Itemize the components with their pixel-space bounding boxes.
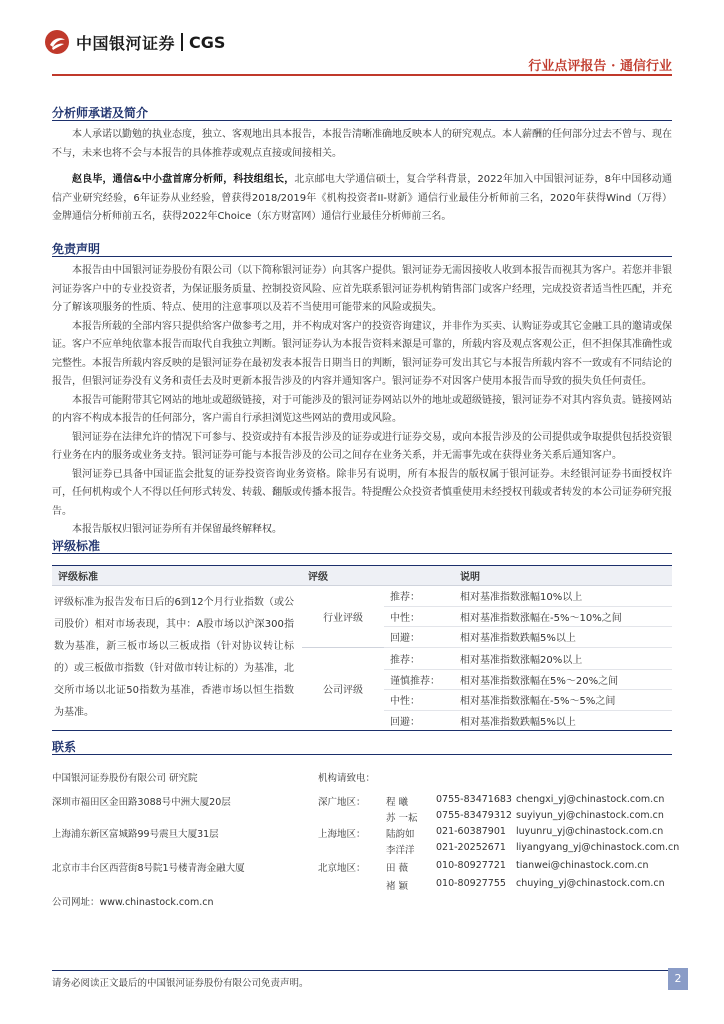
rating-description: 评级标准为报告发布日后的6到12个月行业指数（或公司股价）相对市场表现，其中：A股市场以沪深300指数为基准，新三板市场以三板成指（针对协议转让标的）或三板做市指数（针对做市转让标的）为基准，北交所市场以北证50指数为基准，香港市场以恒生指数为基准。 xyxy=(52,586,302,731)
contact-person-email[interactable]: luyunru_yj@chinastock.com.cn xyxy=(516,826,664,837)
rating-table xyxy=(52,565,672,731)
logo-icon xyxy=(44,29,70,55)
analyst-bio-text: 北京邮电大学通信硕士，复合学科背景，2022年加入中国银河证券，8年中国移动通信产业研究经验，6年证券从业经验，曾获得2018/2019年《机构投资者II-财新》通信行业最佳分析师前三名，2020年获得Wind（万得）金牌通信分析师前五名，获得2022年Choice（东方财富网）通信行业最佳分析师前三名。 xyxy=(52,174,672,222)
contact-person-email[interactable]: suyiyun_yj@chinastock.com.cn xyxy=(516,810,664,821)
contact-company: 中国银河证券股份有限公司 研究院 xyxy=(52,773,198,784)
contact-sales-title: 机构请致电： xyxy=(318,773,376,784)
contact-person-email[interactable]: liyangyang_yj@chinastock.com.cn xyxy=(516,842,680,853)
rating-value: 谨慎推荐： xyxy=(384,669,454,690)
logo-text-cn: 中国银河证券 xyxy=(76,33,176,53)
th-spacer xyxy=(384,566,454,586)
header-divider xyxy=(52,74,672,76)
analyst-bio xyxy=(52,171,672,227)
contact-person-email[interactable]: tianwei@chinastock.com.cn xyxy=(516,860,649,871)
section-title-analyst: 分析师承诺及简介 xyxy=(52,106,149,120)
section-rule xyxy=(52,553,672,554)
report-type: 行业点评报告 · 通信行业 xyxy=(528,59,672,74)
rating-note: 相对基准指数涨幅在-5%～10%之间 xyxy=(454,606,672,627)
table-row xyxy=(52,586,672,607)
th-rating: 评级 xyxy=(302,566,384,586)
contact-address-bj: 北京市丰台区西营街8号院1号楼青海金融大厦 xyxy=(52,863,245,874)
rating-value: 回避： xyxy=(384,710,454,731)
disclaimer-p3: 本报告可能附带其它网站的地址或超级链接，对于可能涉及的银河证券网站以外的地址或超级链接，银河证券不对其内容负责。链接网站的内容不构成本报告的任何部分，客户需自行承担浏览这些网站的费用或风险。 xyxy=(52,394,672,424)
contact-person-phone: 0755-83471683 xyxy=(436,794,512,805)
section-title-rating: 评级标准 xyxy=(52,539,101,553)
footer-divider xyxy=(52,970,672,971)
page-number: 2 xyxy=(668,968,688,990)
rating-note: 相对基准指数涨幅在5%～20%之间 xyxy=(454,669,672,690)
contact-person-name: 田 薇 xyxy=(386,863,409,874)
th-standard: 评级标准 xyxy=(52,566,302,586)
section-title-disclaimer: 免责声明 xyxy=(52,242,101,256)
contact-person-name: 苏 一耘 xyxy=(386,813,418,824)
contact-person-phone: 0755-83479312 xyxy=(436,810,512,821)
company-rating-label: 公司评级 xyxy=(302,647,384,731)
section-title-contact: 联系 xyxy=(52,740,77,754)
contact-person-name: 李洋洋 xyxy=(386,845,415,856)
rating-table-header xyxy=(52,566,672,586)
analyst-commitment: 本人承诺以勤勉的执业态度，独立、客观地出具本报告，本报告清晰准确地反映本人的研究观点。本人薪酬的任何部分过去不曾与、现在不与，未来也将不会与本报告的具体推荐或观点直接或间接相关。 xyxy=(52,129,672,159)
disclaimer-p4: 银河证券在法律允许的情况下可参与、投资或持有本报告涉及的证券或进行证券交易，或向本报告涉及的公司提供或争取提供包括投资银行业务在内的服务或业务支持。银河证券可能与本报告涉及的公司之间存在业务关系，并无需事先或在获得业务关系后通知客户。 xyxy=(52,431,672,461)
contact-region-bj: 北京地区： xyxy=(318,863,366,874)
contact-person-name: 陆韵如 xyxy=(386,829,415,840)
section-rule xyxy=(52,120,672,121)
contact-person-name: 程 曦 xyxy=(386,797,409,808)
footer-disclaimer: 请务必阅读正文最后的中国银河证券股份有限公司免责声明。 xyxy=(52,978,309,989)
logo-separator xyxy=(181,33,183,51)
disclaimer-p2: 本报告所载的全部内容只提供给客户做参考之用，并不构成对客户的投资咨询建议，并非作为买卖、认购证券或其它金融工具的邀请或保证。客户不应单纯依靠本报告而取代自我独立判断。银河证券认为本报告资料来源是可靠的，所载内容及观点客观公正，但不担保其准确性或完整性。本报告所载内容反映的是银河证券在最初发表本报告日期当日的判断，银河证券可发出其它与本报告所载内容不一致或有不同结论的报告，但银河证券没有义务和责任去及时更新本报告涉及的内容并通知客户。银河证券不对因客户使用本报告而导致的损失负任何责任。 xyxy=(52,320,672,387)
rating-value: 中性： xyxy=(384,606,454,627)
rating-note: 相对基准指数跌幅5%以上 xyxy=(454,627,672,648)
rating-value: 推荐： xyxy=(384,647,454,669)
contact-person-email[interactable]: chuying_yj@chinastock.com.cn xyxy=(516,878,665,889)
contact-person-phone: 010-80927721 xyxy=(436,860,506,871)
disclaimer-p1: 本报告由中国银河证券股份有限公司（以下简称银河证券）向其客户提供。银河证券无需因接收人收到本报告而视其为客户。若您并非银河证券客户中的专业投资者，为保证服务质量、控制投资风险、应首先联系银河证券机构销售部门或客户经理，完成投资者适当性匹配，并充分了解该项服务的性质、特点、使用的注意事项以及若不当使用可能带来的风险或损失。 xyxy=(52,265,672,313)
contact-person-name: 褚 颖 xyxy=(386,881,409,892)
rating-note: 相对基准指数涨幅在-5%～5%之间 xyxy=(454,690,672,711)
contact-person-phone: 010-80927755 xyxy=(436,878,506,889)
rating-value: 推荐： xyxy=(384,586,454,607)
disclaimer-p6: 本报告版权归银河证券所有并保留最终解释权。 xyxy=(72,524,282,535)
company-logo xyxy=(44,28,225,56)
contact-website[interactable]: 公司网址：www.chinastock.com.cn xyxy=(52,897,214,908)
section-rule xyxy=(52,754,672,755)
contact-region-sh: 上海地区： xyxy=(318,829,366,840)
th-note: 说明 xyxy=(454,566,672,586)
contact-region-sz: 深广地区： xyxy=(318,797,366,808)
section-rule xyxy=(52,256,672,257)
contact-address-sh: 上海浦东新区富城路99号震旦大厦31层 xyxy=(52,829,219,840)
rating-value: 回避： xyxy=(384,627,454,648)
contact-person-email[interactable]: chengxi_yj@chinastock.com.cn xyxy=(516,794,665,805)
rating-note: 相对基准指数涨幅20%以上 xyxy=(454,647,672,669)
analyst-name-title: 赵良毕，通信&中小盘首席分析师，科技组组长， xyxy=(72,174,295,185)
rating-note: 相对基准指数涨幅10%以上 xyxy=(454,586,672,607)
contact-person-phone: 021-20252671 xyxy=(436,842,506,853)
disclaimer-p5: 银河证券已具备中国证监会批复的证券投资咨询业务资格。除非另有说明，所有本报告的版权属于银河证券。未经银河证券书面授权许可，任何机构或个人不得以任何形式转发、转载、翻版或传播本报告。特提醒公众投资者慎重使用未经授权刊载或者转发的本公司证券研究报告。 xyxy=(52,468,672,517)
rating-value: 中性： xyxy=(384,690,454,711)
analyst-block xyxy=(52,126,672,227)
industry-rating-label: 行业评级 xyxy=(302,586,384,648)
logo-text-en: CGS xyxy=(189,32,226,52)
disclaimer-block xyxy=(52,262,672,540)
contact-person-phone: 021-60387901 xyxy=(436,826,506,837)
contact-address-sz: 深圳市福田区金田路3088号中洲大厦20层 xyxy=(52,797,231,808)
rating-note: 相对基准指数跌幅5%以上 xyxy=(454,710,672,731)
